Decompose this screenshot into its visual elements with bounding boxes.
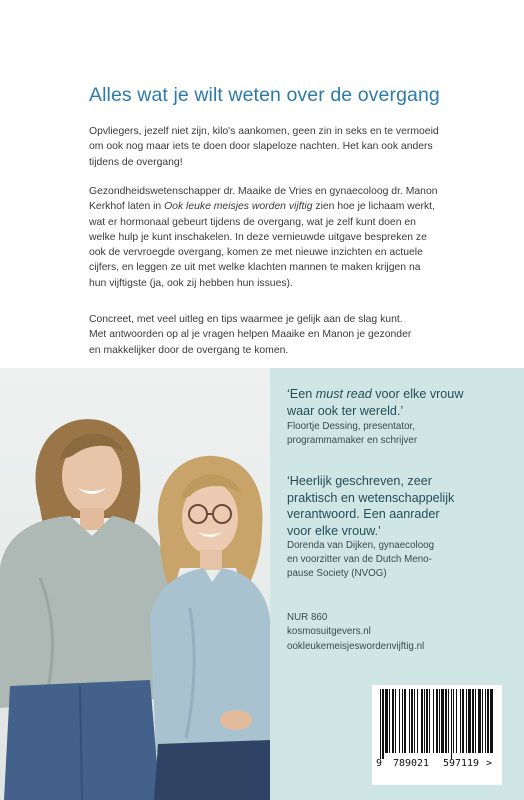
book-website-link[interactable]: ookleukemeisjeswordenvijftig.nl <box>287 640 425 652</box>
barcode-bar <box>466 689 467 753</box>
publisher-link[interactable]: kosmosuitgevers.nl <box>287 626 371 638</box>
isbn-arrow: > <box>486 758 493 769</box>
publication-info <box>287 611 424 654</box>
barcode-bar <box>402 689 403 753</box>
text-line <box>89 199 499 214</box>
barcode-bar <box>448 689 449 753</box>
barcode-bar <box>487 689 489 753</box>
author-right-jeans <box>154 740 270 800</box>
barcode-bar <box>385 689 388 753</box>
barcode-bar <box>441 689 444 753</box>
text-line: Opvliegers, jezelf niet zijn, kilo's aankomen, geen zin in seks en te vermoeid <box>89 126 439 137</box>
text-line: en makkelijker door de overgang te komen. <box>89 344 289 356</box>
barcode-bar <box>399 689 400 753</box>
author-right-hand <box>220 710 252 730</box>
book-title: Ook leuke meisjes worden vijftig <box>164 201 313 213</box>
barcode-bar <box>395 689 396 753</box>
barcode-bars <box>378 689 496 759</box>
barcode-bar <box>421 689 423 753</box>
blurb-section <box>0 0 524 368</box>
quote-2 <box>287 473 454 539</box>
barcode-bar <box>468 689 471 753</box>
author-right-blouse <box>150 568 270 752</box>
blurb-paragraph-3 <box>89 312 499 358</box>
text-line: Floortje Dessing, presentator, <box>287 421 415 432</box>
blurb-paragraph-1 <box>89 124 499 170</box>
text-line: verantwoord. Een aanrader <box>287 507 440 521</box>
blurb-paragraph-2 <box>89 184 499 291</box>
barcode-bar <box>462 689 464 753</box>
barcode-bar <box>424 689 425 753</box>
quote-1-source <box>287 420 417 448</box>
text-line: ook de vervroegde overgang, komen ze met nieuwe inzichten en actuele <box>89 247 423 259</box>
barcode-bar <box>404 689 406 753</box>
text-segment: ‘Een <box>287 387 316 401</box>
author-left-neck <box>80 508 104 530</box>
text-line: programmamaker en schrijver <box>287 434 418 446</box>
text-line: waar ook ter wereld.’ <box>287 403 404 418</box>
text-line: cijfers, en leggen ze uit met welke klachten mannen te maken krijgen na <box>89 262 421 274</box>
quote-1-emphasis: must read <box>315 387 372 401</box>
barcode-bar <box>429 689 430 753</box>
isbn-barcode <box>372 685 502 785</box>
author-left-blouse <box>0 516 176 708</box>
quotes-panel <box>270 368 524 800</box>
barcode-bar <box>389 689 390 753</box>
barcode-bar <box>456 689 457 753</box>
barcode-bar <box>411 689 413 753</box>
barcode-bar <box>472 689 474 753</box>
text-segment: zien hoe je lichaam werkt, <box>312 201 435 213</box>
barcode-bar <box>485 689 486 753</box>
barcode-bar <box>460 689 461 753</box>
barcode-bar <box>433 689 434 753</box>
barcode-bar <box>451 689 452 759</box>
isbn-right-group: 597119 <box>442 758 480 769</box>
isbn-digits <box>376 758 500 769</box>
quote-2-source <box>287 539 434 580</box>
text-line: Dorenda van Dijken, gynaecoloog <box>287 540 435 551</box>
author-right-neck <box>200 550 222 570</box>
barcode-bar <box>490 689 493 753</box>
text-line: hun vijftigste (ja, ook zij hebben hun issues). <box>89 277 293 289</box>
text-line: Gezondheidswetenschapper dr. Maaike de Vries en gynaecoloog dr. Manon <box>89 186 438 197</box>
text-line: tijdens de overgang! <box>89 156 183 168</box>
text-segment: Kerkhof laten in <box>89 201 165 213</box>
text-line: ‘Heerlijk geschreven, zeer <box>287 474 432 488</box>
barcode-bar <box>453 689 454 753</box>
barcode-bar <box>478 689 481 753</box>
barcode-bar <box>382 689 384 759</box>
barcode-bar <box>439 689 440 753</box>
text-line: praktisch en wetenschappelijk <box>287 490 455 505</box>
authors-photo-illustration <box>0 368 270 800</box>
text-line: Concreet, met veel uitleg en tips waarmee je gelijk aan de slag kunt. <box>89 314 403 325</box>
barcode-bar <box>380 689 381 759</box>
nur-code: NUR 860 <box>287 612 328 623</box>
barcode-bar <box>414 689 415 753</box>
barcode-bar <box>426 689 428 753</box>
text-line: voor elke vrouw.’ <box>287 523 381 538</box>
isbn-left-group: 789021 <box>392 758 430 769</box>
isbn-first-digit: 9 <box>376 758 383 769</box>
barcode-bar <box>417 689 418 753</box>
text-line: om ook nog maar iets te doen door slapeloze nachten. Het kan ook anders <box>89 141 433 153</box>
text-segment: voor elke vrouw <box>371 387 464 401</box>
barcode-bar <box>482 689 483 753</box>
barcode-bar <box>409 689 410 753</box>
text-line <box>287 386 463 403</box>
headline: Alles wat je wilt weten over de overgang <box>89 84 440 106</box>
text-line: wat er hormonaal gebeurt tijdens de overgang, wat je zelf kunt doen en <box>89 216 416 228</box>
text-line: welke hulp je kunt inschakelen. In deze vernieuwde uitgave bespreken ze <box>89 231 427 243</box>
text-line: en voorzitter van de Dutch Meno- <box>287 553 432 565</box>
quote-1 <box>287 386 463 419</box>
authors-photo <box>0 368 270 800</box>
barcode-bar <box>475 689 476 753</box>
text-line: pause Society (NVOG) <box>287 567 387 579</box>
barcode-bar <box>445 689 447 753</box>
barcode-bar <box>392 689 394 753</box>
barcode-bar <box>436 689 438 753</box>
text-line: Met antwoorden op al je vragen helpen Maaike en Manon je gezonder <box>89 329 412 341</box>
